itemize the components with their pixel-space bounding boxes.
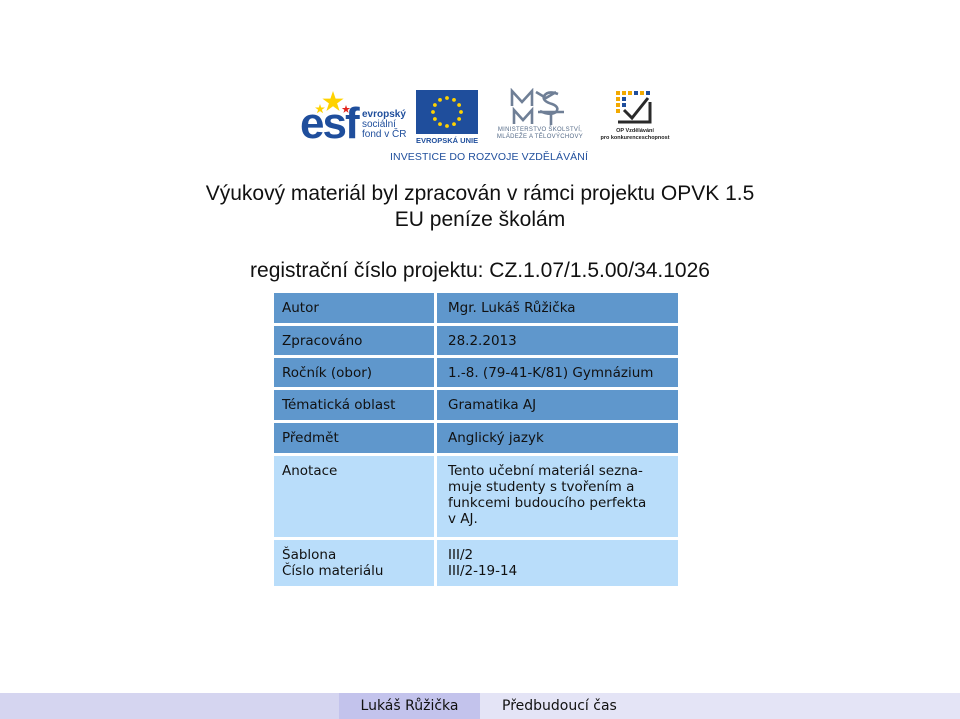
label-topic: Tématická oblast [274, 390, 434, 420]
op-line-2: pro konkurenceschopnost [600, 134, 670, 141]
table-row-grade [274, 358, 678, 387]
table-row-date [274, 326, 678, 355]
op-caption [598, 128, 672, 141]
value-subject: Anglický jazyk [437, 423, 678, 453]
esf-line-3: fond v ČR [362, 129, 407, 140]
annotation-line-1: Tento učební materiál sezna- [448, 463, 643, 479]
eu-flag-icon [416, 90, 478, 134]
value-topic: Gramatika AJ [437, 390, 678, 420]
label-template [274, 540, 434, 586]
value-grade: 1.-8. (79-41-K/81) Gymnázium [437, 358, 678, 387]
op-logo [598, 88, 672, 141]
esf-logo [300, 90, 415, 146]
table-row-topic [274, 390, 678, 420]
label-template-line-1: Šablona [282, 547, 337, 563]
label-grade: Ročník (obor) [274, 358, 434, 387]
value-template [437, 540, 678, 586]
registration-number: registrační číslo projektu: CZ.1.07/1.5.00/34.1026 [250, 259, 710, 282]
esf-wordmark: esf [300, 99, 358, 148]
value-annotation [437, 456, 678, 537]
logo-banner [298, 88, 673, 164]
esf-caption [362, 110, 418, 140]
msmt-logo [484, 88, 596, 141]
label-date: Zpracováno [274, 326, 434, 355]
slide-footer [0, 693, 960, 719]
msmt-mark-icon [508, 88, 568, 126]
footer-author: Lukáš Růžička [339, 693, 480, 719]
label-annotation: Anotace [274, 456, 434, 537]
msmt-line-1: MINISTERSTVO ŠKOLSTVÍ, [497, 127, 583, 133]
metadata-table [274, 293, 678, 586]
op-mark-icon [610, 88, 658, 128]
value-template-line-2: III/2-19-14 [448, 563, 518, 579]
value-date: 28.2.2013 [437, 326, 678, 355]
footer-topic-block [480, 693, 960, 719]
table-row-template [274, 540, 678, 586]
msmt-caption [484, 127, 596, 141]
annotation-line-2: muje studenty s tvořením a [448, 479, 635, 495]
label-template-line-2: Číslo materiálu [282, 563, 384, 579]
table-row-annotation [274, 456, 678, 537]
footer-left-block [0, 693, 339, 719]
msmt-line-2: MLÁDEŽE A TĚLOVÝCHOVY [496, 134, 584, 140]
esf-line-1: evropský [362, 109, 406, 120]
annotation-line-3: funkcemi budoucího perfekta [448, 495, 647, 511]
investment-tagline: INVESTICE DO ROZVOJE VZDĚLÁVÁNÍ [390, 151, 588, 163]
project-title-line-2: EU peníze školám [394, 208, 566, 231]
footer-topic: Předbudoucí čas [502, 698, 617, 714]
table-row-author [274, 293, 678, 323]
annotation-line-4: v AJ. [448, 511, 478, 527]
table-row-subject [274, 423, 678, 453]
eu-label: EVROPSKÁ UNIE [416, 136, 479, 145]
esf-line-2: sociální [362, 119, 396, 130]
eu-logo [416, 90, 480, 145]
label-subject: Předmět [274, 423, 434, 453]
project-title-line-1: Výukový materiál byl zpracován v rámci projektu OPVK 1.5 [205, 182, 755, 205]
label-author: Autor [274, 293, 434, 323]
value-author: Mgr. Lukáš Růžička [437, 293, 678, 323]
value-template-line-1: III/2 [448, 547, 474, 563]
op-line-1: OP Vzdělávání [616, 128, 654, 134]
